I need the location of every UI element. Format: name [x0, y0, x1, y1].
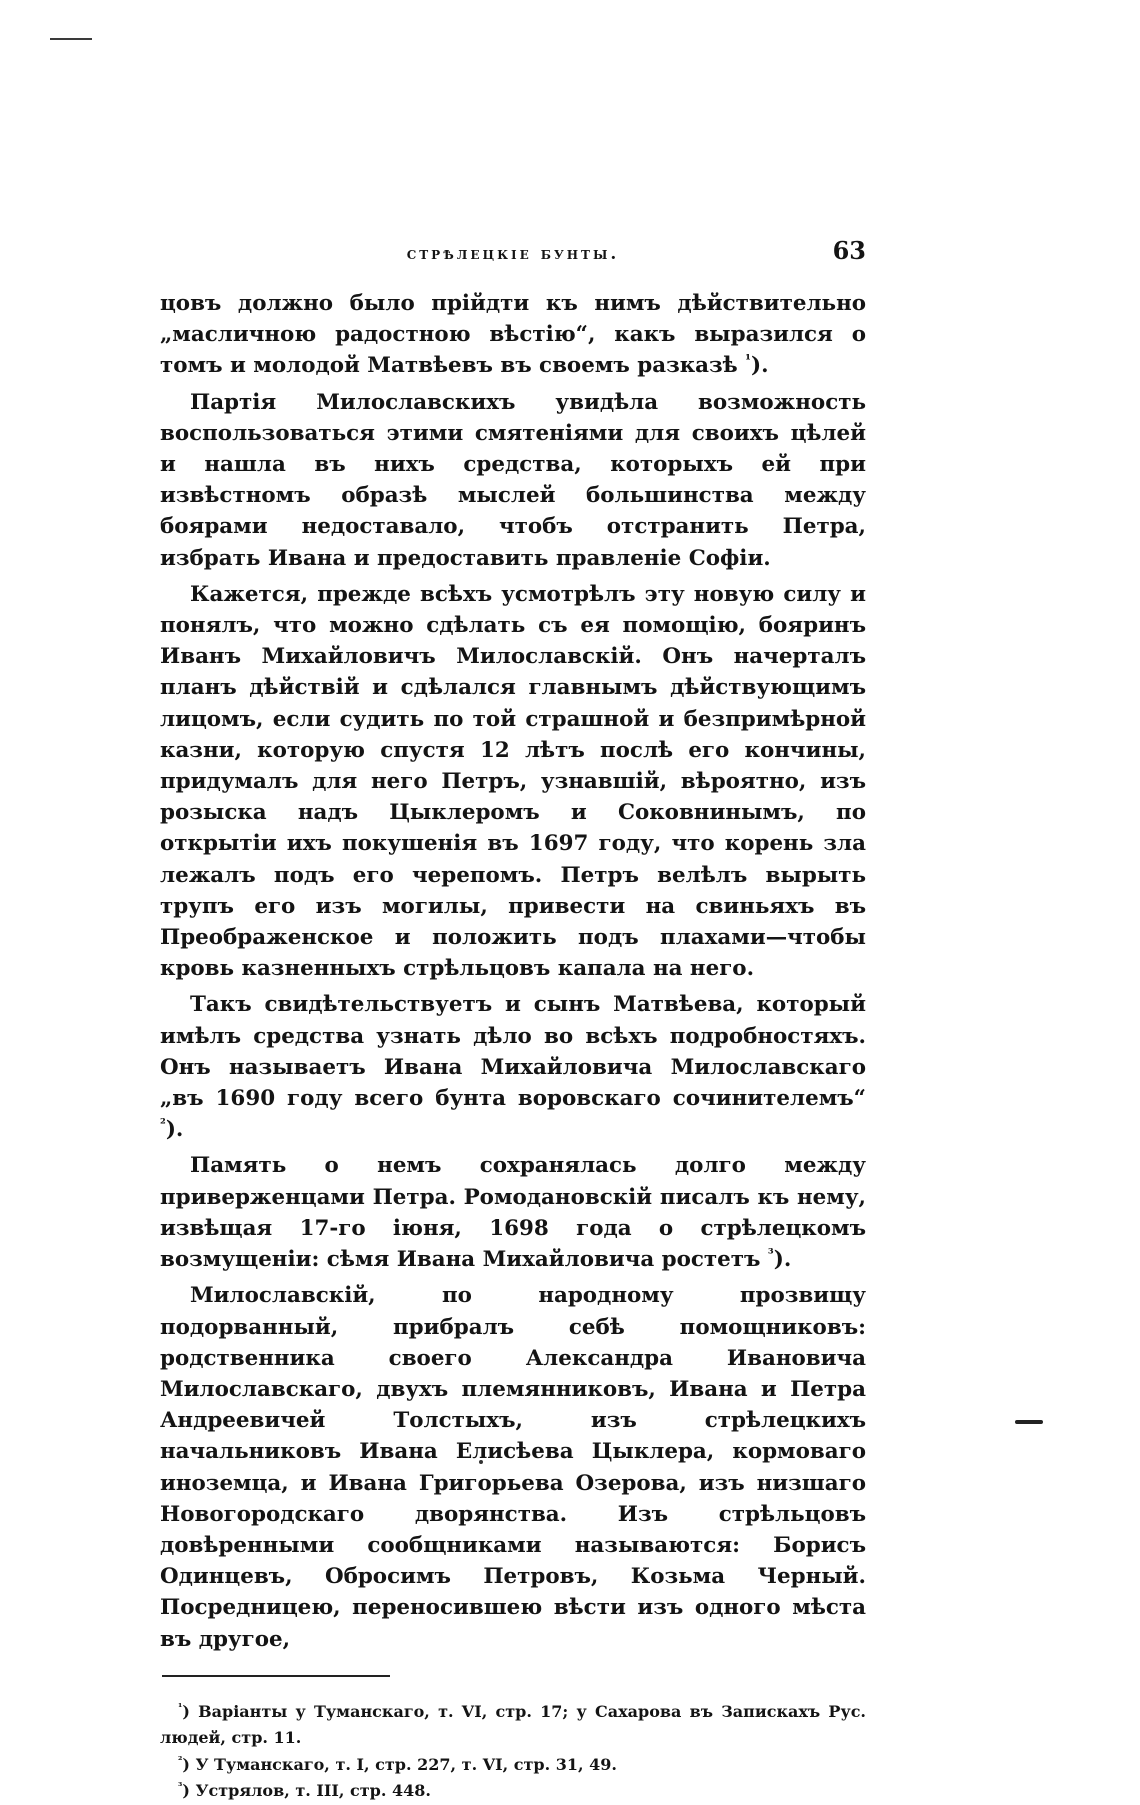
paragraph-tail: ).: [773, 1247, 792, 1273]
paragraph: [160, 387, 866, 574]
paragraph-text: цовъ должно было прійдти къ нимъ дѣйствительно „масличною радостною вѣстію“, какъ выразился о томъ и молодой Матвѣевъ въ своемъ разказѣ: [160, 291, 866, 379]
paragraph-text: Кажется, прежде всѣхъ усмотрѣлъ эту новую силу и понялъ, что можно сдѣлать съ ея помощію, бояринъ Иванъ Михайловичъ Милославскій. Онъ начерталъ планъ дѣйствій и сдѣлался главнымъ дѣйствующимъ лицомъ, если судить по той страшной и безпримѣрной казни, которую спустя 12 лѣтъ послѣ его кончины, придумалъ для него Петръ, узнавшій, вѣроятно, изъ розыска надъ Цыклеромъ и Соковнинымъ, по открытіи ихъ покушенія въ 1697 году, что корень зла лежалъ подъ его черепомъ. Петръ велѣлъ вырыть трупъ его изъ могилы, привести на свиньяхъ въ Преображенское и положить подъ плахами—чтобы кровь казненныхъ стрѣльцовъ капала на него.: [160, 581, 866, 982]
paragraph: [160, 1150, 866, 1275]
paragraph: [160, 1280, 866, 1654]
footnote-ref: ²: [160, 1117, 166, 1133]
footnote-mark: ¹: [178, 1702, 183, 1714]
paragraph-tail: ).: [165, 1117, 184, 1143]
footnote-text: ) У Туманскаго, т. I, стр. 227, т. VI, стр. 31, 49.: [182, 1754, 617, 1774]
paragraph: [160, 579, 866, 985]
footnote: [160, 1699, 866, 1752]
footnote: [160, 1778, 866, 1805]
footnote-text: ) Устрялов, т. III, стр. 448.: [182, 1781, 431, 1801]
footnote-ref: ¹: [745, 353, 751, 369]
paragraph-text: Милославскій, по народному прозвищу подорванный, прибралъ себѣ помощниковъ: родственника своего Александра Ивановича Милославскаго, двухъ племянниковъ, Ивана и Петра Андреевичей Толстыхъ, изъ стрѣлецкихъ начальниковъ Ивана Елисѣева Цыклера, кормоваго иноземца, и Ивана Григорьева Озерова, изъ низшаго Новогородскаго дворянства. Изъ стрѣльцовъ довѣренными сообщниками называются: Борисъ Одинцевъ, Обросимъ Петровъ, Козьма Черный. Посредницею, переносившею вѣсти изъ одного мѣста въ другое,: [160, 1283, 866, 1652]
scan-edge-mark: [1015, 1420, 1043, 1424]
paragraph-text: Партія Милославскихъ увидѣла возможность воспользоваться этими смятеніями для своихъ цѣлей и нашла въ нихъ средства, которыхъ ей при извѣстномъ образѣ мыслей большинства между боярами недоставало, чтобъ отстранить Петра, избрать Ивана и предоставить правленіе Софіи.: [160, 389, 866, 571]
footnote-rule: [162, 1675, 390, 1677]
footnote-mark: ³: [178, 1781, 183, 1793]
book-page: [160, 236, 866, 1805]
paragraph: [160, 288, 866, 382]
body-text: [160, 288, 866, 1655]
paragraph-text: Память о немъ сохранялась долго между приверженцами Петра. Ромодановскій писалъ къ нему, извѣщая 17-го іюня, 1698 года о стрѣлецкомъ возмущеніи: сѣмя Ивана Михайловича ростетъ: [160, 1153, 866, 1273]
paragraph-tail: ).: [750, 353, 769, 379]
paragraph: [160, 989, 866, 1145]
running-head: [160, 236, 866, 276]
running-title: стрѣлецкіе бунты.: [406, 244, 620, 264]
footnote: [160, 1752, 866, 1779]
page-number: 63: [832, 236, 866, 265]
footnote-text: ) Варіанты у Туманскаго, т. VI, стр. 17; у Сахарова въ Запискахъ Рус. людей, стр. 11.: [160, 1701, 866, 1748]
footnote-ref: ³: [767, 1246, 774, 1262]
footnotes: [160, 1699, 866, 1805]
scan-edge-mark: [50, 38, 92, 40]
footnote-mark: ²: [178, 1755, 183, 1767]
paragraph-text: Такъ свидѣтельствуетъ и сынъ Матвѣева, который имѣлъ средства узнать дѣло во всѣхъ подробностяхъ. Онъ называетъ Ивана Михайловича Милославскаго „въ 1690 году всего бунта воровскаго сочинителемъ“: [160, 992, 866, 1112]
